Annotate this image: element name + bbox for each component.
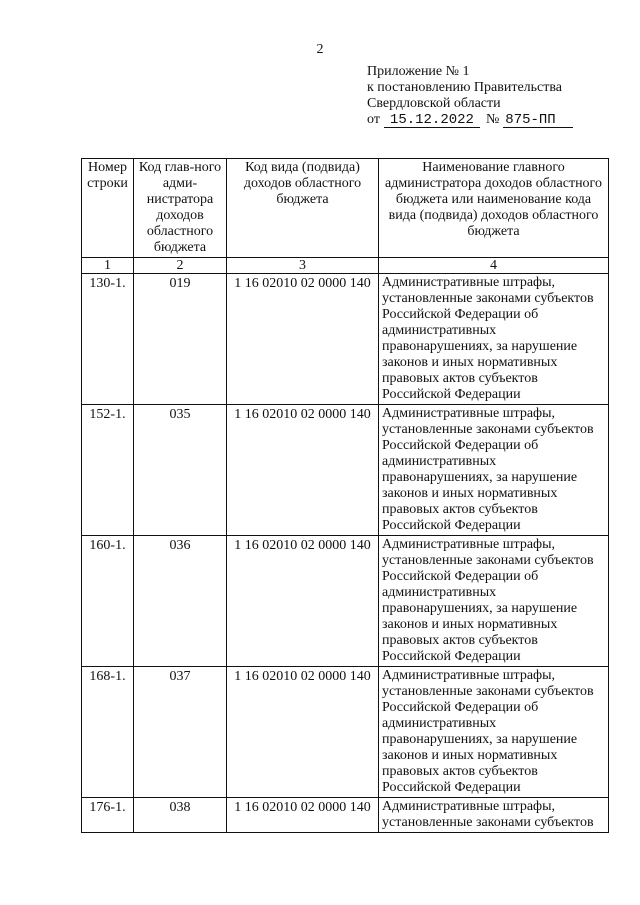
column-number: 2 xyxy=(134,258,227,274)
revenue-name: Административные штрафы, установленные законами субъектов Российской Федерации об административных правонарушениях, за нарушение законов и иных нормативных правовых актов субъектов Российской Федерации xyxy=(379,667,609,798)
revenue-code: 1 16 02010 02 0000 140 xyxy=(227,667,379,798)
column-number: 3 xyxy=(227,258,379,274)
decree-date: 15.12.2022 xyxy=(384,113,480,128)
table-header-row xyxy=(82,159,609,258)
admin-code: 035 xyxy=(134,405,227,536)
column-number: 4 xyxy=(379,258,609,274)
admin-code: 019 xyxy=(134,274,227,405)
appendix-date-line xyxy=(367,112,573,128)
decree-number: 875-ПП xyxy=(503,113,573,128)
table-row xyxy=(82,798,609,833)
from-label: от xyxy=(367,112,380,127)
header-revenue-code: Код вида (подвида) доходов областного бюджета xyxy=(227,159,379,258)
revenue-code: 1 16 02010 02 0000 140 xyxy=(227,798,379,833)
revenue-name: Административные штрафы, установленные законами субъектов Российской Федерации об административных правонарушениях, за нарушение законов и иных нормативных правовых актов субъектов Российской Федерации xyxy=(379,536,609,667)
number-sign: № xyxy=(485,112,500,127)
admin-code: 036 xyxy=(134,536,227,667)
revenue-code: 1 16 02010 02 0000 140 xyxy=(227,405,379,536)
column-number: 1 xyxy=(82,258,134,274)
revenue-name: Административные штрафы, установленные законами субъектов Российской Федерации об административных правонарушениях, за нарушение законов и иных нормативных правовых актов субъектов Российской Федерации xyxy=(379,405,609,536)
row-number: 160-1. xyxy=(82,536,134,667)
table-row xyxy=(82,667,609,798)
row-number: 168-1. xyxy=(82,667,134,798)
revenue-codes-table xyxy=(81,158,609,833)
admin-code: 038 xyxy=(134,798,227,833)
header-name: Наименование главного администратора доходов областного бюджета или наименование кода вида (подвида) доходов областного бюджета xyxy=(379,159,609,258)
appendix-region-line: Свердловской области xyxy=(367,96,501,111)
table-row xyxy=(82,536,609,667)
column-number-row xyxy=(82,258,609,274)
header-admin-code: Код глав-ного адми-нистратора доходов областного бюджета xyxy=(134,159,227,258)
appendix-decree-line: к постановлению Правительства xyxy=(367,80,563,95)
appendix-block xyxy=(367,64,573,128)
row-number: 152-1. xyxy=(82,405,134,536)
appendix-title: Приложение № 1 xyxy=(367,64,470,79)
table-row xyxy=(82,405,609,536)
revenue-name: Административные штрафы, установленные законами субъектов Российской Федерации об административных правонарушениях, за нарушение законов и иных нормативных правовых актов субъектов Российской Федерации xyxy=(379,274,609,405)
revenue-code: 1 16 02010 02 0000 140 xyxy=(227,274,379,405)
page-number: 2 xyxy=(316,42,324,57)
row-number: 130-1. xyxy=(82,274,134,405)
revenue-code: 1 16 02010 02 0000 140 xyxy=(227,536,379,667)
table-row xyxy=(82,274,609,405)
row-number: 176-1. xyxy=(82,798,134,833)
revenue-name: Административные штрафы, установленные законами субъектов xyxy=(379,798,609,833)
admin-code: 037 xyxy=(134,667,227,798)
header-row-number: Номер строки xyxy=(82,159,134,258)
